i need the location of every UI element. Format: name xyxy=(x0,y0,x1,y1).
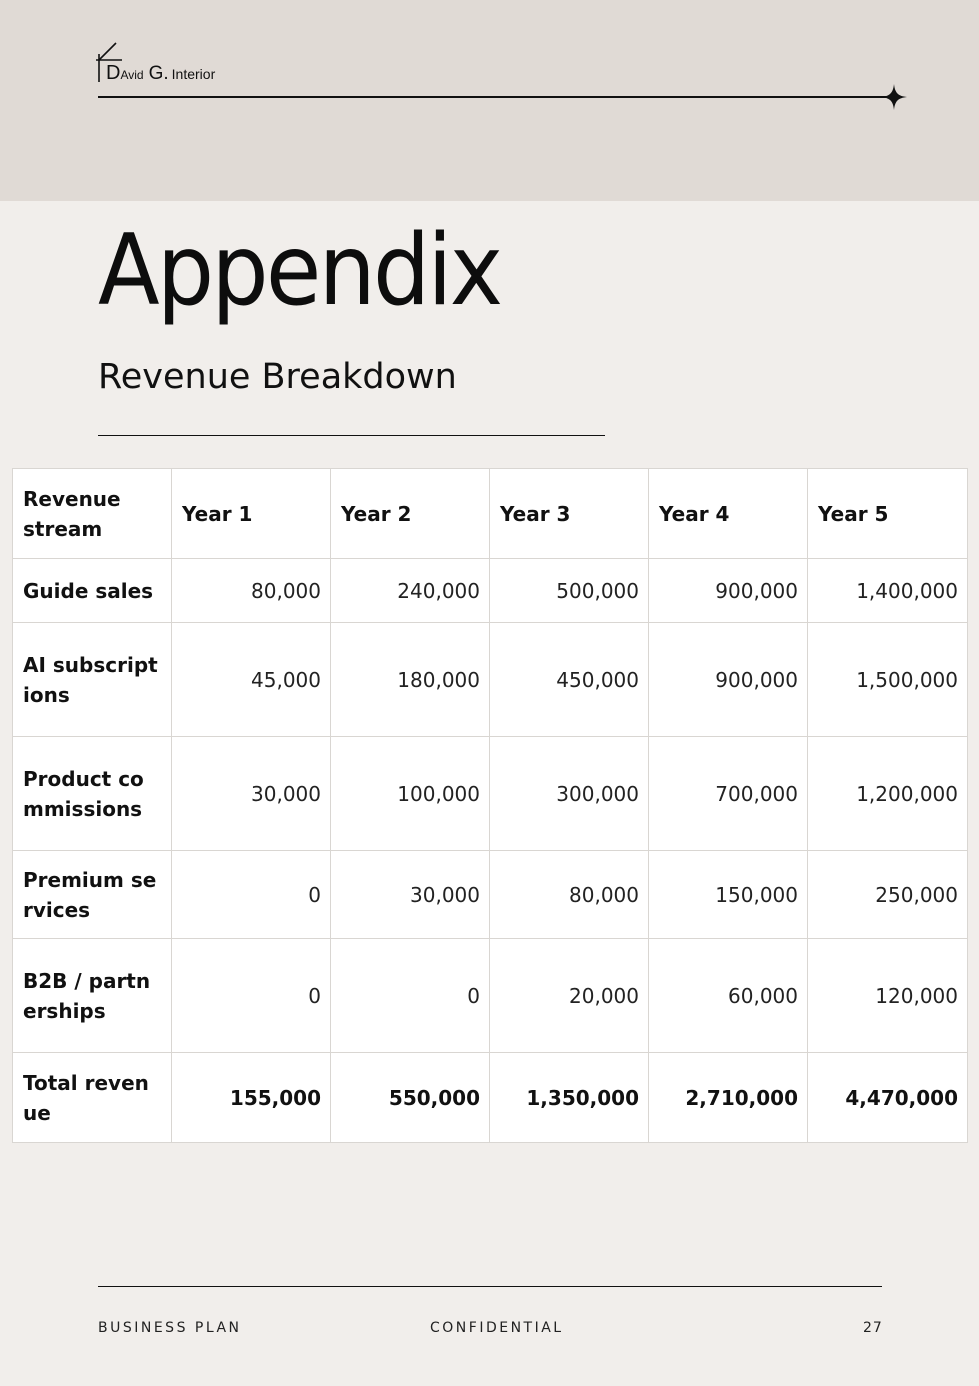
column-header: Year 5 xyxy=(808,469,968,559)
table-cell: 180,000 xyxy=(331,623,490,737)
row-label: Total revenue xyxy=(13,1053,172,1143)
table-row xyxy=(13,939,968,1053)
title-divider xyxy=(98,435,605,436)
logo-tail: Interior xyxy=(171,66,216,82)
page-subtitle: Revenue Breakdown xyxy=(98,357,457,397)
column-header: Year 2 xyxy=(331,469,490,559)
page-number: 27 xyxy=(863,1320,883,1336)
table-cell: 0 xyxy=(331,939,490,1053)
table-cell: 0 xyxy=(172,851,331,939)
table-cell: 45,000 xyxy=(172,623,331,737)
row-label: B2B / partnerships xyxy=(13,939,172,1053)
header-divider xyxy=(98,96,888,98)
table-cell: 1,350,000 xyxy=(490,1053,649,1143)
table-cell: 250,000 xyxy=(808,851,968,939)
table-cell: 500,000 xyxy=(490,559,649,623)
table-cell: 30,000 xyxy=(172,737,331,851)
table-cell: 900,000 xyxy=(649,559,808,623)
table-cell: 2,710,000 xyxy=(649,1053,808,1143)
page-title: Appendix xyxy=(98,214,501,328)
table-cell: 1,400,000 xyxy=(808,559,968,623)
row-label: AI subscriptions xyxy=(13,623,172,737)
row-label: Guide sales xyxy=(13,559,172,623)
footer-divider xyxy=(98,1286,882,1287)
table-row xyxy=(13,559,968,623)
table-cell: 0 xyxy=(172,939,331,1053)
logo-initial: D xyxy=(106,62,121,84)
column-header: Year 4 xyxy=(649,469,808,559)
table-cell: 150,000 xyxy=(649,851,808,939)
table-cell: 30,000 xyxy=(331,851,490,939)
table-cell: 20,000 xyxy=(490,939,649,1053)
table-cell: 700,000 xyxy=(649,737,808,851)
table-cell: 240,000 xyxy=(331,559,490,623)
table-cell: 1,200,000 xyxy=(808,737,968,851)
column-header: Revenue stream xyxy=(13,469,172,559)
table-cell: 80,000 xyxy=(490,851,649,939)
row-label: Product commissions xyxy=(13,737,172,851)
table-header-row xyxy=(13,469,968,559)
table-cell: 900,000 xyxy=(649,623,808,737)
table-cell: 450,000 xyxy=(490,623,649,737)
logo-wordmark xyxy=(106,62,215,85)
sparkle-star-icon xyxy=(881,84,907,110)
brand-logo xyxy=(96,40,296,88)
column-header: Year 3 xyxy=(490,469,649,559)
footer-document-type: BUSINESS PLAN xyxy=(98,1320,242,1336)
header-band xyxy=(0,0,979,201)
table-cell: 80,000 xyxy=(172,559,331,623)
table-row xyxy=(13,737,968,851)
logo-middle: G. xyxy=(148,63,169,84)
table-cell: 300,000 xyxy=(490,737,649,851)
table-cell: 120,000 xyxy=(808,939,968,1053)
table-cell: 155,000 xyxy=(172,1053,331,1143)
column-header: Year 1 xyxy=(172,469,331,559)
table-cell: 550,000 xyxy=(331,1053,490,1143)
row-label: Premium services xyxy=(13,851,172,939)
table-total-row xyxy=(13,1053,968,1143)
table-cell: 60,000 xyxy=(649,939,808,1053)
logo-rest: Avid xyxy=(120,68,144,82)
footer-confidential-label: CONFIDENTIAL xyxy=(430,1320,564,1336)
table-row xyxy=(13,851,968,939)
revenue-table xyxy=(12,468,968,1143)
table-cell: 4,470,000 xyxy=(808,1053,968,1143)
table-cell: 1,500,000 xyxy=(808,623,968,737)
table-cell: 100,000 xyxy=(331,737,490,851)
table-row xyxy=(13,623,968,737)
